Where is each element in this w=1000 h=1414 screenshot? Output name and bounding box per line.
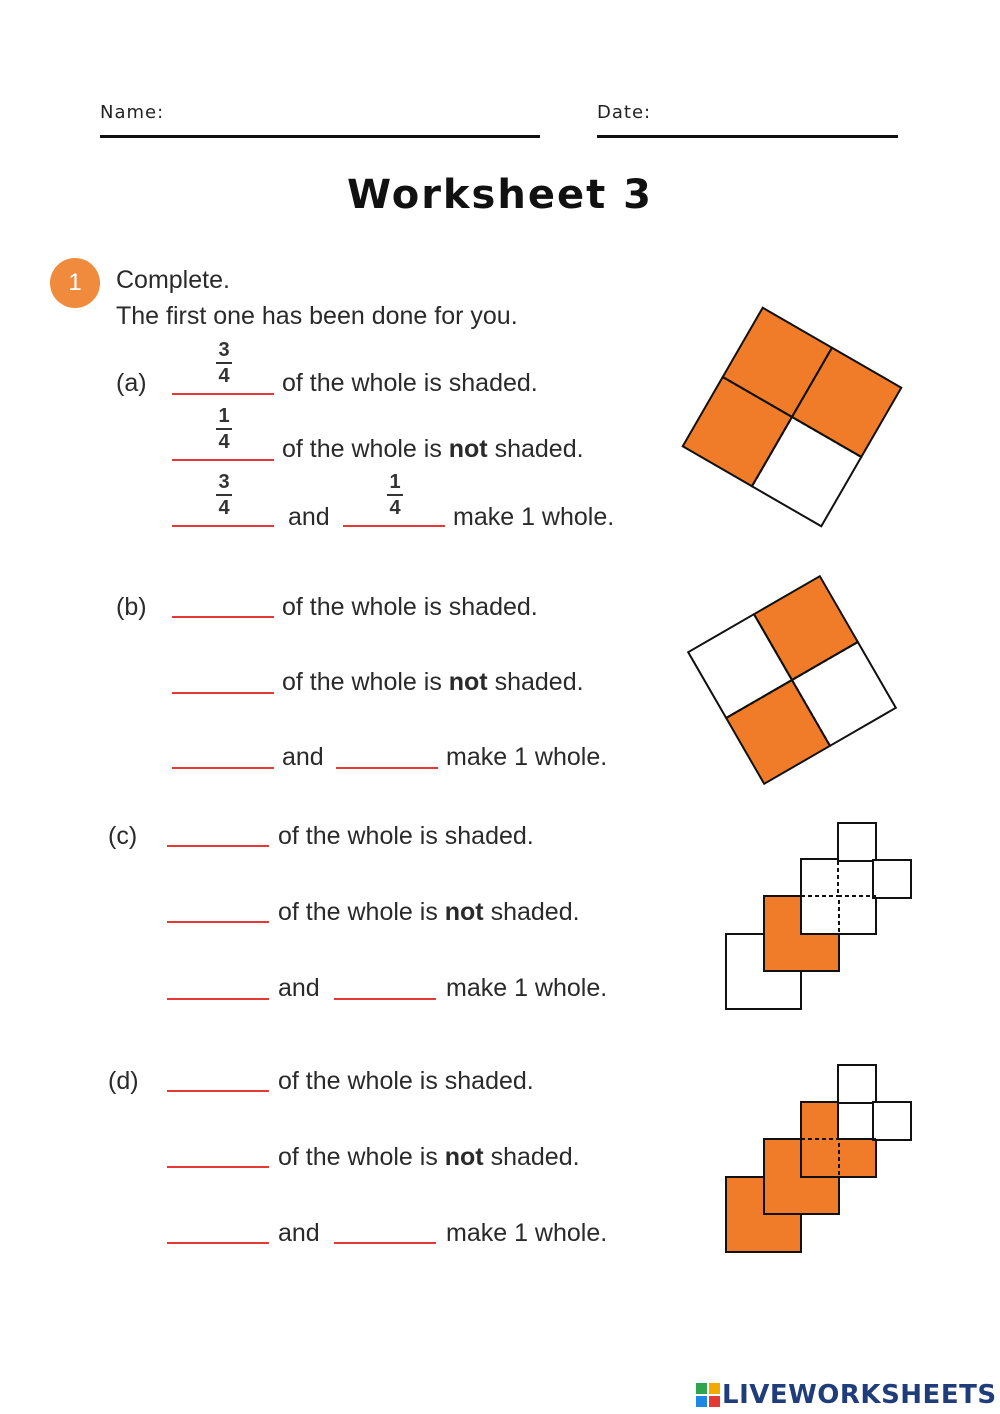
answer-c-and-second[interactable] — [334, 998, 436, 1000]
text-fragment: shaded. — [483, 1143, 580, 1171]
answer-a-and-second[interactable] — [343, 525, 445, 527]
answer-d-shaded[interactable] — [167, 1090, 269, 1092]
fraction-numerator: 3 — [218, 339, 230, 361]
answer-d-not-shaded[interactable] — [167, 1166, 269, 1168]
text-make-whole: make 1 whole. — [446, 1219, 608, 1247]
fraction-numerator: 1 — [389, 471, 401, 493]
text-shaded: of the whole is shaded. — [278, 1067, 534, 1095]
logo-grid-icon — [696, 1383, 720, 1407]
answer-d-and-first[interactable] — [167, 1242, 269, 1244]
text-not-bold: not — [448, 435, 488, 463]
text-not-bold: not — [448, 668, 488, 696]
part-d-label: (d) — [108, 1067, 139, 1095]
fraction-a-and-second — [385, 471, 405, 519]
text-and: and — [282, 743, 324, 771]
text-not-shaded — [282, 668, 584, 697]
answer-c-not-shaded[interactable] — [167, 921, 269, 923]
fraction-numerator: 1 — [218, 405, 230, 427]
text-fragment: shaded. — [483, 898, 580, 926]
question-instruction: Complete. — [116, 266, 230, 294]
page-title: Worksheet 3 — [347, 172, 653, 218]
staircase-square — [838, 1065, 876, 1103]
figure-d-staircase — [720, 1062, 915, 1257]
text-and: and — [288, 503, 330, 531]
text-and: and — [278, 974, 320, 1002]
text-make-whole: make 1 whole. — [446, 743, 608, 771]
question-note: The first one has been done for you. — [116, 302, 518, 330]
answer-d-and-second[interactable] — [334, 1242, 436, 1244]
date-label: Date: — [597, 102, 652, 123]
text-not-shaded — [278, 1143, 580, 1172]
answer-c-shaded[interactable] — [167, 845, 269, 847]
fraction-bar — [216, 494, 232, 496]
figure-c-staircase — [720, 820, 915, 1015]
text-make-whole: make 1 whole. — [446, 974, 608, 1002]
fraction-numerator: 3 — [218, 471, 230, 493]
text-shaded: of the whole is shaded. — [278, 822, 534, 850]
text-fragment: of the whole is — [278, 898, 445, 926]
part-c-label: (c) — [108, 822, 138, 850]
answer-a-and-first[interactable] — [172, 525, 274, 527]
answer-a-shaded[interactable] — [172, 393, 274, 395]
date-field[interactable] — [597, 135, 898, 138]
answer-b-and-second[interactable] — [336, 767, 438, 769]
figure-a-square — [680, 305, 905, 530]
answer-b-not-shaded[interactable] — [172, 692, 274, 694]
text-shaded: of the whole is shaded. — [282, 369, 538, 397]
name-field[interactable] — [100, 135, 540, 138]
fraction-denominator: 4 — [218, 365, 230, 387]
answer-b-and-first[interactable] — [172, 767, 274, 769]
text-not-shaded — [282, 435, 584, 464]
text-fragment: shaded. — [487, 668, 584, 696]
fraction-a-and-first — [214, 471, 234, 519]
fraction-a-shaded — [214, 339, 234, 387]
staircase-square — [873, 860, 911, 898]
fraction-bar — [216, 428, 232, 430]
staircase-square — [838, 823, 876, 861]
question-number-badge: 1 — [50, 258, 100, 308]
staircase-square — [838, 1103, 876, 1139]
text-fragment: shaded. — [487, 435, 584, 463]
fraction-bar — [216, 362, 232, 364]
fraction-denominator: 4 — [389, 497, 401, 519]
answer-c-and-first[interactable] — [167, 998, 269, 1000]
text-fragment: of the whole is — [282, 435, 449, 463]
liveworksheets-logo — [696, 1380, 996, 1412]
answer-b-shaded[interactable] — [172, 616, 274, 618]
fraction-bar — [387, 494, 403, 496]
text-fragment: of the whole is — [278, 1143, 445, 1171]
fraction-a-not-shaded — [214, 405, 234, 453]
text-make-whole: make 1 whole. — [453, 503, 615, 531]
name-label: Name: — [100, 102, 165, 123]
fraction-denominator: 4 — [218, 431, 230, 453]
figure-b-square — [680, 568, 905, 793]
part-b-label: (b) — [116, 593, 147, 621]
text-not-bold: not — [444, 898, 484, 926]
text-shaded: of the whole is shaded. — [282, 593, 538, 621]
answer-a-not-shaded[interactable] — [172, 459, 274, 461]
fraction-denominator: 4 — [218, 497, 230, 519]
text-and: and — [278, 1219, 320, 1247]
staircase-square — [873, 1102, 911, 1140]
text-not-bold: not — [444, 1143, 484, 1171]
text-fragment: of the whole is — [282, 668, 449, 696]
part-a-label: (a) — [116, 369, 147, 397]
text-not-shaded — [278, 898, 580, 927]
logo-text: LIVEWORKSHEETS — [722, 1380, 997, 1410]
